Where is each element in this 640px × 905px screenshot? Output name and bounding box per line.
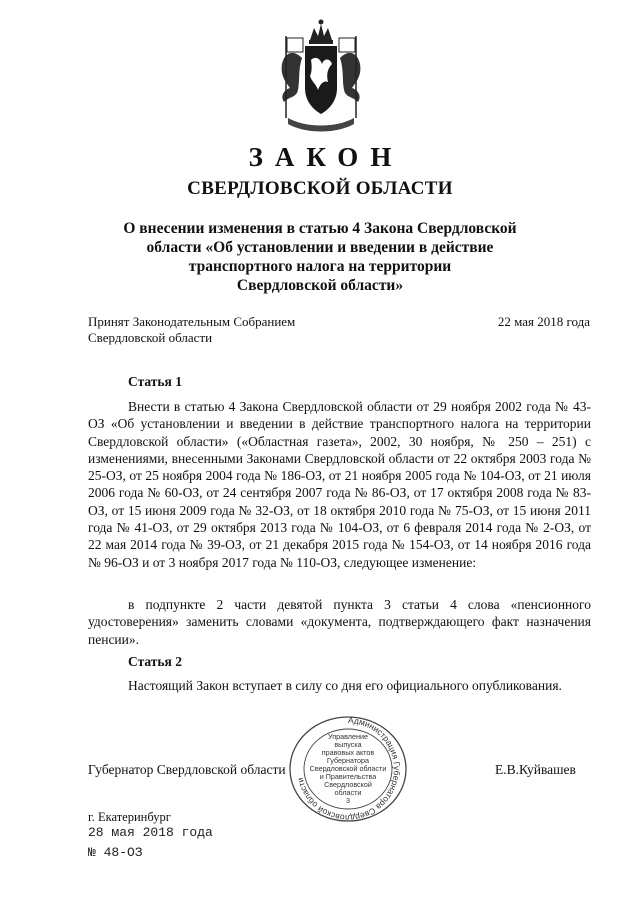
subject-line: О внесении изменения в статью 4 Закона Свердловской	[123, 220, 517, 237]
svg-text:выпуска: выпуска	[334, 740, 362, 749]
adoption-line: Принят Законодательным Собранием	[88, 314, 296, 329]
svg-text:Свердловской: Свердловской	[324, 780, 372, 789]
governor-name: Е.В.Куйвашев	[495, 762, 576, 777]
subject-line: Свердловской области»	[236, 277, 404, 294]
governor-title: Губернатор Свердловской области	[88, 762, 286, 777]
svg-text:3: 3	[346, 796, 350, 805]
article-1-heading: Статья 1	[128, 374, 182, 389]
law-title: ЗАКОН	[248, 142, 404, 172]
subject-line: области «Об установлении и введении в действие	[146, 239, 494, 256]
svg-text:и Правительства: и Правительства	[319, 772, 377, 781]
svg-text:Губернатора: Губернатора	[326, 756, 370, 765]
adoption-body	[88, 314, 295, 346]
subject-line: транспортного налога на территории	[188, 258, 452, 275]
svg-text:правовых актов: правовых актов	[321, 748, 375, 757]
article-2-heading: Статья 2	[128, 654, 182, 669]
svg-text:Управление: Управление	[328, 732, 368, 741]
law-subject	[100, 219, 540, 295]
article-1-paragraph-1: Внести в статью 4 Закона Свердловской области от 29 ноября 2002 года № 43-ОЗ «Об установлении и введении в действие транспортного налога на территории Свердловской области» («Областная газета», 2002, 30 ноября, № 250 – 251) с изменениями, внесенными Законами Свердловской области от 22 октября 2003 года № 25-ОЗ, от 25 ноября 2004 года № 186-ОЗ, от 21 ноября 2005 года № 104-ОЗ, от 21 июля 2006 года № 60-ОЗ, от 24 сентября 2007 года № 86-ОЗ, от 17 октября 2008 года № 83-ОЗ, от 15 июня 2009 года № 32-ОЗ, от 18 октября 2010 года № 75-ОЗ, от 15 июня 2011 года № 41-ОЗ, от 29 октября 2013 года № 104-ОЗ, от 6 февраля 2014 года № 2-ОЗ, от 22 мая 2014 года № 39-ОЗ, от 21 декабря 2015 года № 154-ОЗ, от 14 ноября 2016 года № 96-ОЗ и от 3 ноября 2017 года № 110-ОЗ, следующее изменение:	[88, 399, 591, 570]
article-2-paragraph: Настоящий Закон вступает в силу со дня его официального опубликования.	[128, 678, 562, 693]
adoption-line: Свердловской области	[88, 330, 213, 345]
svg-text:Свердловской области: Свердловской области	[309, 764, 387, 773]
law-region: СВЕРДЛОВСКОЙ ОБЛАСТИ	[187, 178, 453, 199]
svg-text:области: области	[334, 788, 362, 797]
article-1-paragraph-2: в подпункте 2 части девятой пункта 3 статьи 4 слова «пенсионного удостоверения» заменить словами «документа, подтверждающего факт назначения пенсии».	[88, 597, 591, 647]
coat-of-arms-icon	[262, 18, 380, 134]
svg-text:Администрация Губернатора Свер: Администрация Губернатора Свердловской области	[294, 715, 402, 823]
signing-date: 28 мая 2018 года	[88, 825, 213, 840]
law-number: № 48-ОЗ	[88, 845, 143, 860]
official-seal-stamp	[287, 715, 409, 823]
adoption-date: 22 мая 2018 года	[497, 314, 590, 329]
signing-city: г. Екатеринбург	[88, 810, 171, 824]
